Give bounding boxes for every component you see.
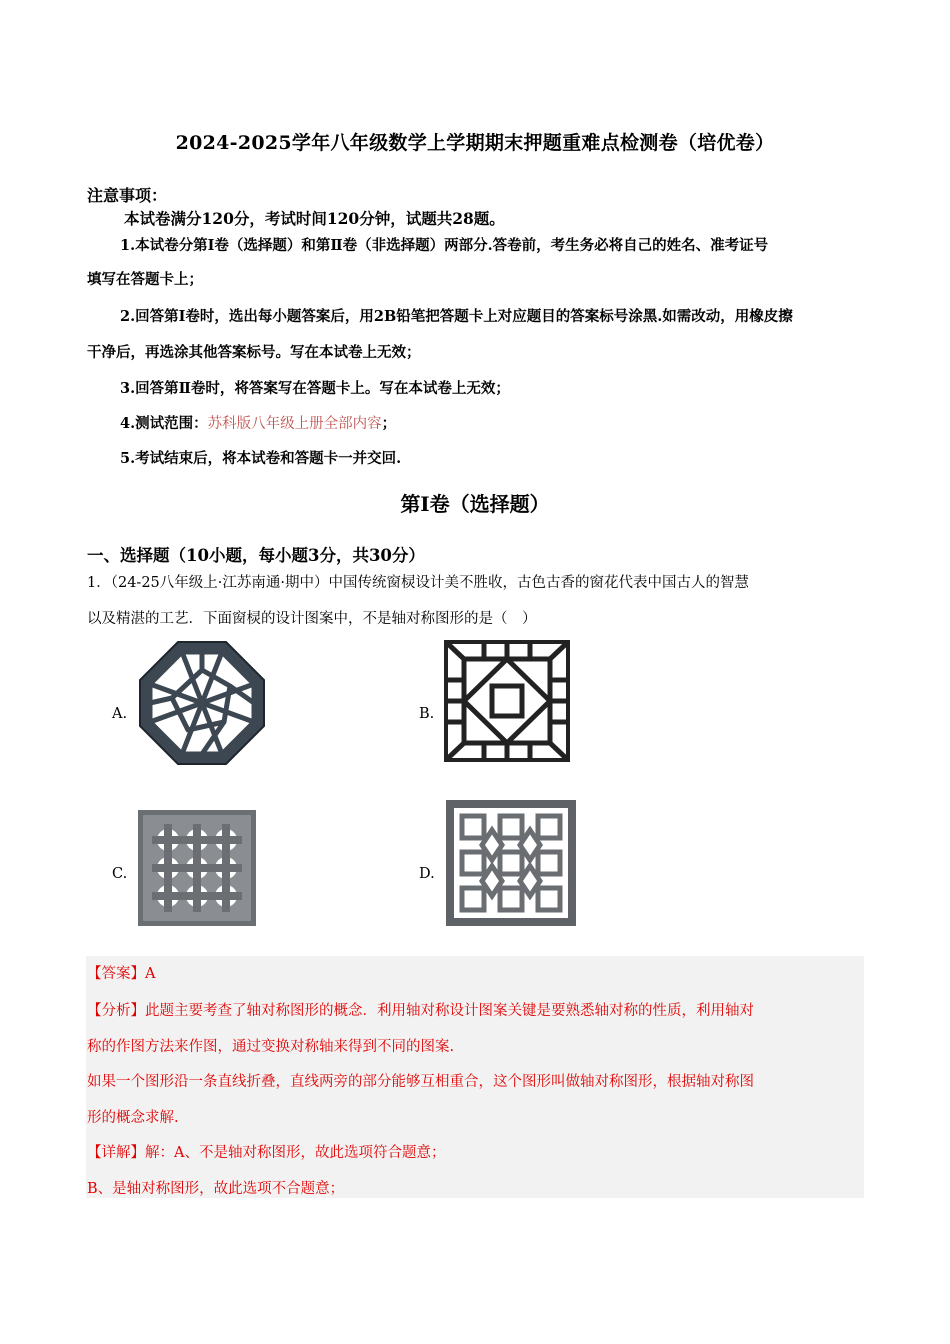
- option-a-label: A.: [112, 706, 128, 722]
- notice-summary: 本试卷满分120分，考试时间120分钟，试题共28题。: [124, 209, 505, 228]
- option-b-window-lattice-image: [444, 640, 570, 762]
- page-title: 2024-2025学年八年级数学上学期期末押题重难点检测卷（培优卷）: [175, 132, 775, 154]
- notice-item-4-suffix: ；: [381, 415, 397, 432]
- notice-item-4-prefix: 4.测试范围：: [120, 415, 208, 432]
- detail-line-1: 【详解】解：A、不是轴对称图形，故此选项符合题意；: [87, 1145, 446, 1161]
- question1-line-2: 以及精湛的工艺．下面窗棂的设计图案中，不是轴对称图形的是（ ）: [87, 611, 537, 627]
- option-c-window-lattice-image: [138, 810, 256, 926]
- question1-line-1: 1．（24-25八年级上·江苏南通·期中）中国传统窗棂设计美不胜收，古色古香的窗花代表中国古人的智慧: [87, 575, 749, 591]
- notice-item-2-line-1: 2.回答第Ⅰ卷时，选出每小题答案后，用2B铅笔把答题卡上对应题目的答案标号涂黑.如需改动，用橡皮擦: [120, 308, 793, 325]
- notice-item-1-line-2: 填写在答题卡上；: [87, 271, 203, 288]
- notice-item-4: [120, 412, 396, 433]
- part1-heading: 一、选择题（10小题，每小题3分，共30分）: [87, 546, 425, 565]
- notice-item-5: 5.考试结束后，将本试卷和答题卡一并交回.: [120, 450, 402, 467]
- option-a-window-lattice-image: [138, 640, 266, 766]
- analysis-line-1: 【分析】此题主要考查了轴对称图形的概念．利用轴对称设计图案关键是要熟悉轴对称的性质，利用轴对: [87, 1003, 754, 1019]
- detail-line-2: B、是轴对称图形，故此选项不合题意；: [87, 1181, 345, 1197]
- analysis-line-3: 如果一个图形沿一条直线折叠，直线两旁的部分能够互相重合，这个图形叫做轴对称图形，根据轴对称图: [87, 1074, 754, 1090]
- analysis-line-4: 形的概念求解.: [87, 1110, 179, 1126]
- test-scope: 苏科版八年级上册全部内容: [207, 416, 382, 432]
- notice-item-1-line-1: 1.本试卷分第Ⅰ卷（选择题）和第Ⅱ卷（非选择题）两部分.答卷前，考生务必将自己的姓名、准考证号: [120, 237, 769, 254]
- answer-line: 【答案】A: [87, 966, 156, 982]
- option-b-label: B.: [419, 706, 435, 722]
- notice-item-3: 3.回答第Ⅱ卷时，将答案写在答题卡上。写在本试卷上无效；: [120, 380, 510, 397]
- option-c-label: C.: [112, 866, 128, 882]
- notice-heading: 注意事项：: [87, 186, 168, 205]
- option-d-label: D.: [419, 866, 435, 882]
- option-d-window-lattice-image: [446, 800, 576, 926]
- section-title: 第I卷（选择题）: [400, 492, 550, 516]
- notice-item-2-line-2: 干净后，再选涂其他答案标号。写在本试卷上无效；: [87, 344, 421, 361]
- analysis-line-2: 称的作图方法来作图，通过变换对称轴来得到不同的图案.: [87, 1039, 455, 1055]
